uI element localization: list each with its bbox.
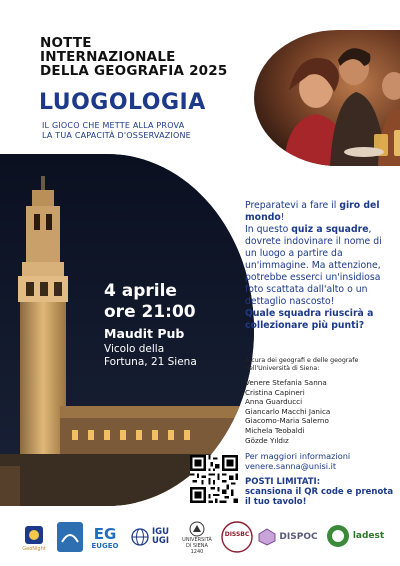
address-line-2: Fortuna, 21 Siena — [104, 356, 197, 368]
event-date: 4 aprile — [104, 281, 177, 301]
unisi-label-3: 1240 — [190, 549, 204, 555]
description-p1-b: giro del mondo — [245, 200, 380, 223]
globe-icon — [131, 528, 149, 546]
contact-info — [245, 452, 395, 471]
unisi-label-1: UNIVERSITÀ — [182, 537, 212, 543]
geo-society-logo — [56, 520, 84, 554]
ladest-mark-icon — [326, 524, 350, 548]
dissbc-label: DISSBC — [224, 531, 250, 538]
igu-ugi-text — [152, 528, 169, 546]
eugeo-logo — [88, 518, 122, 558]
title-line-3: DELLA GEOGRAFIA 2025 — [40, 63, 228, 79]
event-datetime — [104, 281, 196, 323]
event-time: ore 21:00 — [104, 302, 196, 322]
limited-seats-label: POSTI LIMITATI: — [245, 477, 321, 487]
organizer-name: Giacomo-Maria Salerno — [245, 416, 329, 426]
description-p2 — [245, 224, 395, 308]
address-line-1: Vicolo della — [104, 343, 165, 355]
page-subtitle — [42, 121, 191, 141]
description-p3 — [245, 308, 395, 332]
organizer-name: Michela Teobaldi — [245, 425, 305, 435]
description-p2-a: In questo — [245, 224, 292, 235]
contact-email[interactable]: venere.sanna@unisi.it — [245, 460, 337, 471]
igu-label: IGU — [151, 527, 170, 537]
organizers-list — [245, 378, 330, 445]
eugeo-label: EUGEO — [91, 542, 119, 550]
event-description — [245, 200, 395, 332]
ladest-logo — [320, 518, 390, 554]
igu-ugi-logo — [126, 520, 174, 554]
unisi-seal-icon — [189, 521, 205, 537]
organizer-name: Anna Guarducci — [245, 397, 303, 407]
organizer-name: Cristina Capineri — [245, 387, 305, 397]
ladest-label: ladest — [352, 531, 385, 541]
geonight-logo — [18, 518, 50, 558]
dissbc-logo — [220, 516, 254, 558]
description-p2-c: , dovrete indovinare il nome di un luogo a partire da un'immagine. Ma attenzione, potrebbe esserci un'insidiosa foto scattata dall'alto o un dettaglio nascosto! — [245, 224, 382, 307]
description-p1-a: Preparatevi a fare il — [245, 200, 340, 211]
event-venue: Maudit Pub — [104, 326, 185, 341]
description-p1 — [245, 200, 395, 224]
title-line-1: NOTTE — [40, 35, 92, 51]
dispoc-label: DISPOC — [279, 532, 318, 542]
page-title: LUOGOLOGIA — [39, 90, 206, 115]
organizer-name: Venere Stefania Sanna — [245, 378, 327, 387]
geonight-label: GeoNight — [22, 546, 46, 552]
eg-mark: EG — [93, 525, 117, 543]
organizer-name: Gözde Yıldız — [245, 435, 289, 445]
more-info-label: Per maggiori informazioni — [245, 451, 351, 461]
booking-notice — [245, 477, 395, 507]
event-address — [104, 343, 197, 369]
description-p3-text: Quale squadra riuscirà a collezionare più punti? — [245, 308, 374, 331]
unisi-label-2: DI SIENA — [186, 543, 208, 549]
dispoc-logo — [258, 522, 318, 552]
qr-code[interactable] — [190, 455, 238, 503]
event-series-title — [40, 36, 227, 78]
unisi-logo — [180, 516, 214, 560]
ugi-label: UGI — [151, 536, 170, 546]
subtitle-line-2: LA TUA CAPACITÀ D'OSSERVAZIONE — [42, 131, 191, 140]
title-line-2: INTERNAZIONALE — [40, 49, 176, 65]
scan-qr-text: scansiona il QR code e prenota il tuo tavolo! — [245, 487, 394, 507]
crowd-photo — [254, 30, 400, 166]
organizers-intro: A cura dei geografi e delle geografe dell'Università di Siena: — [245, 357, 359, 372]
subtitle-line-1: IL GIOCO CHE METTE ALLA PROVA — [42, 121, 185, 130]
sponsor-logos — [0, 512, 400, 566]
dispoc-mark-icon — [258, 528, 276, 546]
description-p2-b: quiz a squadre — [291, 224, 369, 235]
description-p1-c: ! — [280, 212, 285, 223]
organizer-name: Giancarlo Macchi Janica — [245, 406, 331, 416]
